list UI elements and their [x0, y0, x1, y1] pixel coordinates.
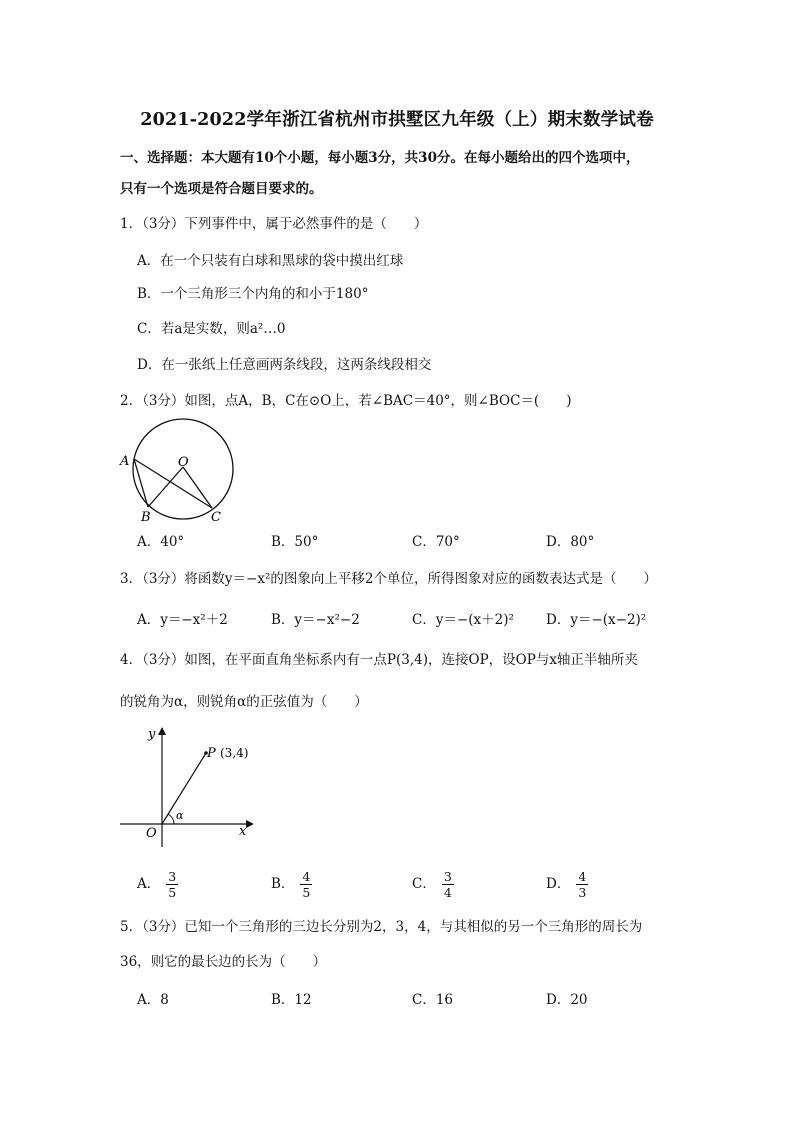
q4-option-b-letter: B． [271, 876, 295, 892]
angle-arc [168, 814, 174, 824]
q4-option-c-letter: C． [412, 876, 436, 892]
q2-option-b: B．50° [271, 534, 319, 550]
q4-option-c [412, 869, 454, 900]
q2-option-d: D．80° [546, 534, 595, 550]
denominator: 4 [443, 885, 452, 900]
section-heading-line2: 只有一个选项是符合题目要求的。 [120, 181, 323, 197]
label-c: C [211, 510, 221, 525]
q5-option-b: B．12 [271, 992, 312, 1008]
q4-option-b-fraction [300, 869, 312, 900]
q4-coordinate-figure [112, 722, 262, 847]
q4-option-a-fraction [166, 869, 178, 900]
q3-stem: 3．（3分）将函数y＝−x²的图象向上平移2个单位，所得图象对应的函数表达式是（ ） [120, 571, 657, 587]
q2-circle-figure [112, 418, 242, 528]
label-x: x [239, 824, 247, 839]
q3-option-c: C．y＝−(x＋2)² [412, 612, 514, 628]
q4-stem-line2: 的锐角为α，则锐角α的正弦值为（ ） [120, 694, 368, 710]
label-p-coord: (3,4) [220, 746, 249, 760]
q5-stem-line1: 5．（3分）已知一个三角形的三边长分别为2，3，4，与其相似的另一个三角形的周长为 [120, 919, 643, 935]
page-title: 2021-2022学年浙江省杭州市拱墅区九年级（上）期末数学试卷 [140, 110, 654, 130]
q1-option-d: D．在一张纸上任意画两条线段，这两条线段相交 [137, 357, 432, 373]
q4-stem-line1: 4．（3分）如图，在平面直角坐标系内有一点P(3,4)，连接OP，设OP与x轴正半轴所夹 [120, 652, 638, 668]
x-axis-arrow [246, 820, 254, 828]
denominator: 3 [578, 885, 587, 900]
q5-option-d: D．20 [546, 992, 588, 1008]
denominator: 5 [302, 885, 311, 900]
q2-option-c: C．70° [412, 534, 460, 550]
q1-option-b: B．一个三角形三个内角的和小于180° [137, 286, 369, 302]
y-axis-arrow [158, 727, 166, 735]
segment-op [162, 753, 206, 824]
q1-stem: 1．（3分）下列事件中，属于必然事件的是（ ） [120, 216, 428, 232]
label-b: B [141, 510, 151, 525]
label-o: O [178, 455, 189, 470]
q3-option-b: B．y＝−x²−2 [271, 612, 360, 628]
label-y: y [148, 727, 156, 742]
q4-option-a-letter: A． [137, 876, 161, 892]
q3-option-a: A．y＝−x²＋2 [137, 612, 228, 628]
label-o: O [146, 826, 157, 841]
q5-stem-line2: 36，则它的最长边的长为（ ） [120, 954, 327, 970]
segment-oc [183, 467, 212, 508]
q5-option-a: A．8 [137, 992, 169, 1008]
q4-option-d [546, 869, 588, 900]
q4-option-d-fraction [576, 869, 588, 900]
label-a: A [120, 454, 130, 469]
q4-option-a [137, 869, 178, 900]
denominator: 5 [168, 885, 177, 900]
section-heading-line1: 一、选择题：本大题有10个小题，每小题3分，共30分。在每小题给出的四个选项中， [120, 150, 640, 166]
q2-option-a: A．40° [137, 534, 185, 550]
q1-option-c: C．若a是实数，则a²…0 [137, 321, 286, 337]
q5-option-c: C．16 [412, 992, 454, 1008]
label-p: P [207, 746, 216, 761]
q2-stem: 2．（3分）如图，点A，B，C在⊙O上，若∠BAC＝40°，则∠BOC＝( ) [120, 393, 572, 409]
q4-option-c-fraction [442, 869, 454, 900]
q4-option-d-letter: D． [546, 876, 571, 892]
q4-option-b [271, 869, 312, 900]
q1-option-a: A．在一个只装有白球和黑球的袋中摸出红球 [137, 253, 404, 269]
q3-option-d: D．y＝−(x−2)² [546, 612, 647, 628]
numerator: 3 [168, 869, 177, 884]
numerator: 4 [578, 869, 587, 884]
numerator: 4 [302, 869, 311, 884]
label-alpha: α [176, 809, 184, 822]
numerator: 3 [443, 869, 452, 884]
